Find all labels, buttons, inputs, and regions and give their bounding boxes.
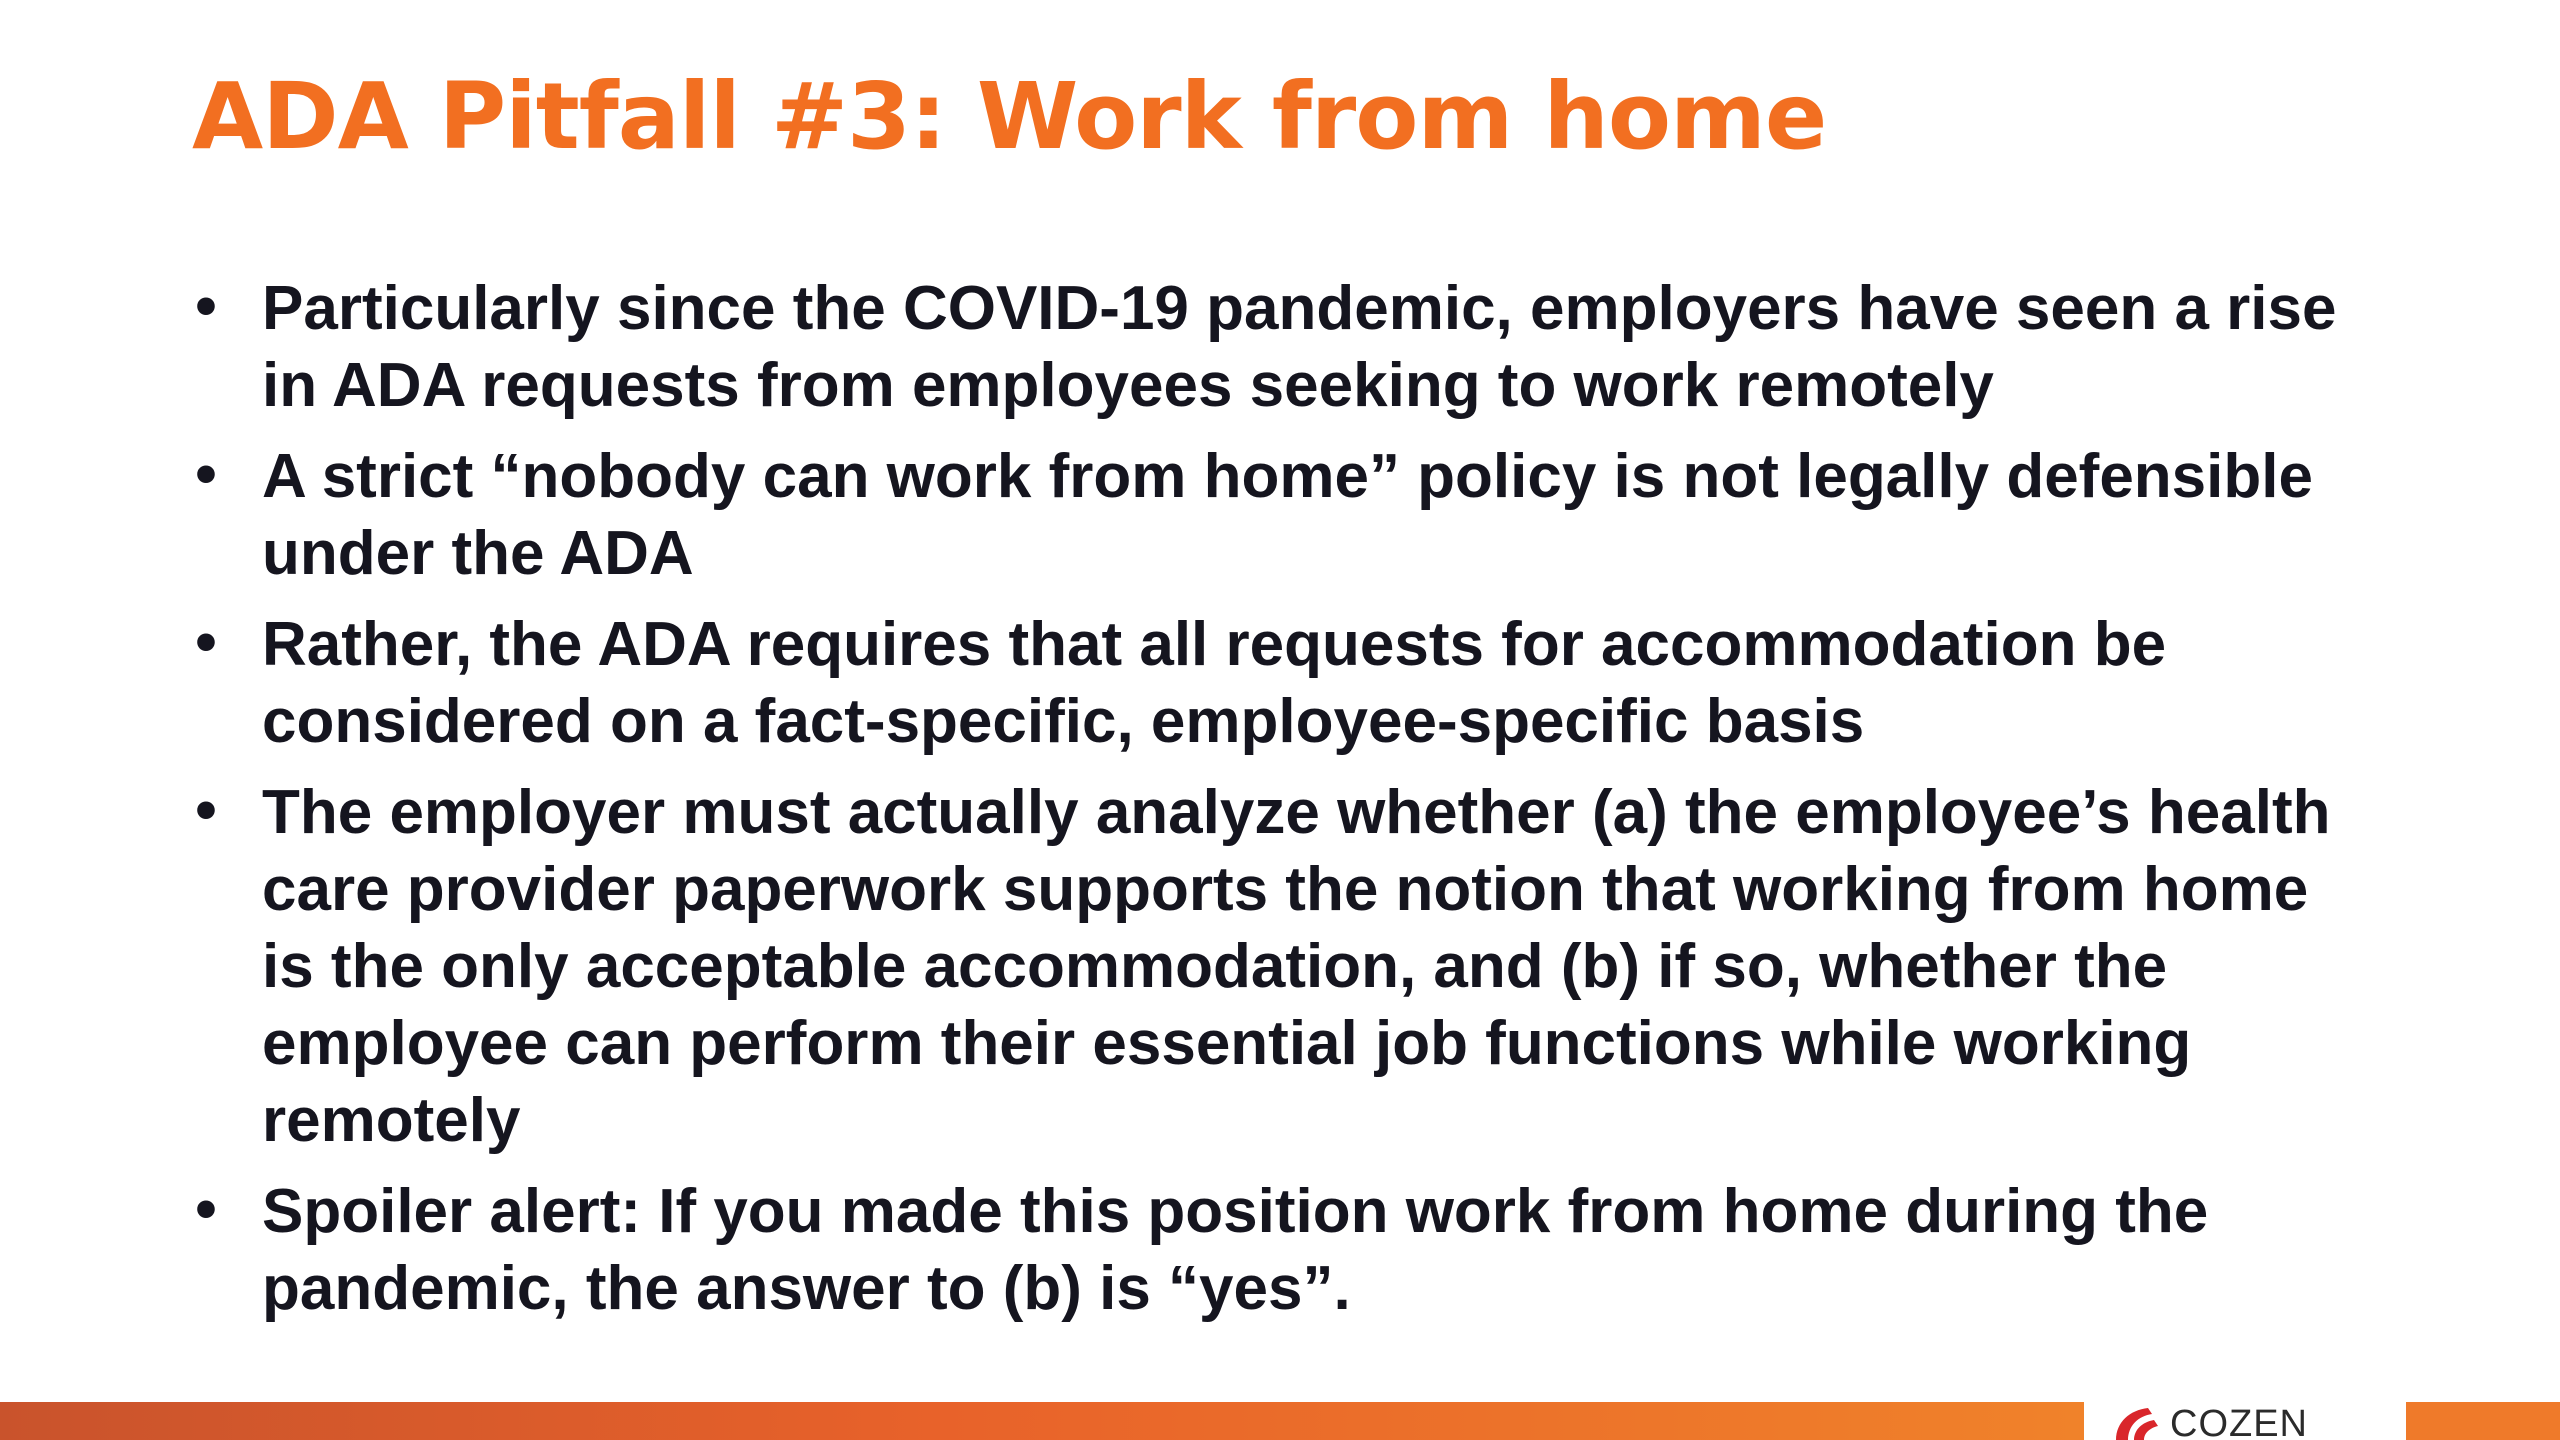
logo-text: COZEN	[2170, 1404, 2308, 1440]
bullet-marker: •	[190, 783, 222, 841]
footer-bar-left	[0, 1402, 2084, 1440]
logo-mark-icon	[2108, 1400, 2168, 1440]
bullet-marker: •	[190, 615, 222, 673]
bullet-text: Rather, the ADA requires that all requests for accommodation be considered on a fact-specific, employee-specific basis	[262, 610, 2167, 756]
bullet-list	[190, 270, 2370, 1341]
bullet-item	[190, 1173, 2370, 1327]
bullet-item	[190, 774, 2370, 1159]
bullet-marker: •	[190, 279, 222, 337]
bullet-text: A strict “nobody can work from home” policy is not legally defensible under the ADA	[262, 442, 2313, 588]
bullet-item	[190, 270, 2370, 424]
bullet-marker: •	[190, 1182, 222, 1240]
slide-title: ADA Pitfall #3: Work from home	[192, 63, 1827, 170]
bullet-marker: •	[190, 447, 222, 505]
bullet-text: Spoiler alert: If you made this position work from home during the pandemic, the answer to (b) is “yes”.	[262, 1177, 2209, 1323]
bullet-text: Particularly since the COVID-19 pandemic, employers have seen a rise in ADA requests from employees seeking to work remotely	[262, 274, 2337, 420]
bullet-item	[190, 606, 2370, 760]
footer-bar-right	[2406, 1402, 2560, 1440]
bullet-item	[190, 438, 2370, 592]
cozen-logo	[2108, 1400, 2308, 1440]
bullet-text: The employer must actually analyze whether (a) the employee’s health care provider paperwork supports the notion that working from home is the only acceptable accommodation, and (b) if so, whether the employee can perform their essential job functions while working remotely	[262, 778, 2331, 1155]
